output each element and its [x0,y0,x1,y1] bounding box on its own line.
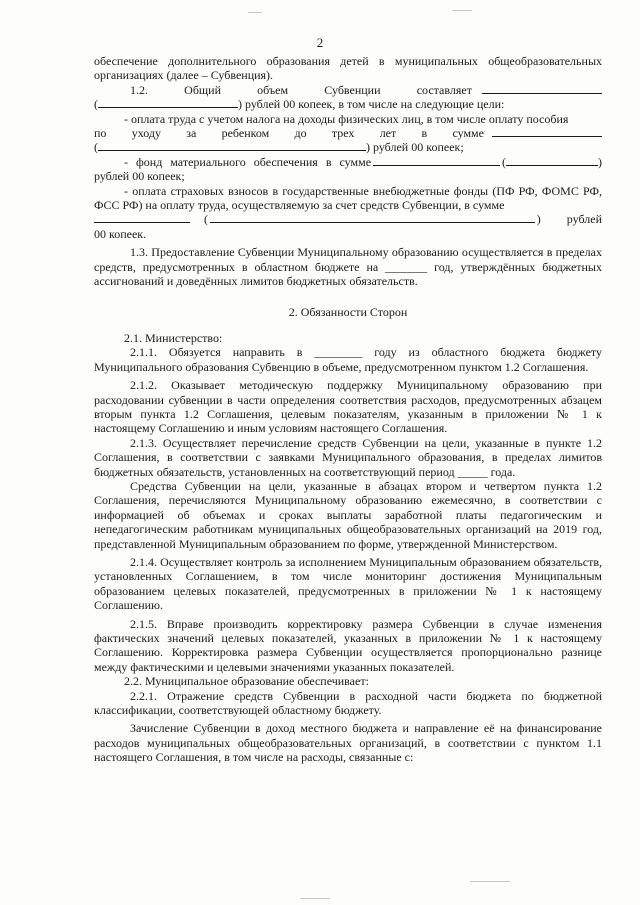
paragraph-crediting: Зачисление Субвенции в доход местного бюджета и направление её на финансирование расходов муниципальных общеобразовательных организаций, в соответствии с пунктом 1.1 настоящего Соглашения, в том числе на расходы, связанные с: [94,721,602,765]
paragraph-2-1-4: 2.1.4. Осуществляет контроль за исполнением Муниципальным образованием обязательств, установленных Соглашением, в том числе мониторинг достижения Муниципальным образованием целевых показателей, предусмотренных в приложении № 1 к настоящему Соглашению. [94,555,602,613]
word: объем [257,82,289,97]
paragraph-1-3: 1.3. Предоставление Субвенции Муниципальному образованию осуществляется в пределах средств, предусмотренных в областном бюджете на _______ год, утверждённых бюджетных ассигнований и доведённых лимитов бюджетных обязательств. [94,245,602,289]
paragraph-salary: - оплата труда с учетом налога на доходы физических лиц, в том числе оплату пособия [124,111,569,126]
blank-field [506,155,598,166]
insurance-amount-text: 00 копеек. [94,226,147,241]
word: 1.2. [130,82,148,97]
paragraph-2-1-2: 2.1.2. Оказывает методическую поддержку Муниципальному образованию при расходовании субвенции в части определения соответствия расходов, предусмотренных абзацем вторым пункта 1.2 Соглашения, целевым показателям, указанным в приложении № 1 к настоящему Соглашению и иным условиям настоящего Соглашения. [94,378,602,436]
blank-field [98,97,238,108]
word: за [186,126,197,141]
word: составляет [416,82,472,97]
word: уходу [131,126,161,141]
paragraph-2-1-1: 2.1.1. Обязуется направить в ________ году из областного бюджета бюджету Муниципального образования Субвенцию в объеме, предусмотренном пунктом 1.2 Соглашения. [94,345,602,374]
word: до [294,126,307,141]
paragraph-2-2: 2.2. Муниципальное образование обеспечивает: [124,674,369,689]
scan-speck [248,12,262,13]
fund-amount-text: рублей 00 копеек; [94,169,185,184]
paragraph-1-2-line1 [94,83,602,97]
paragraph-intro: обеспечение дополнительного образования детей в муниципальных общеобразовательных организациях (далее – Субвенция). [94,54,602,83]
section-title: 2. Обязанности Сторон [288,304,408,319]
page-number: 2 [316,35,324,50]
word: Субвенции [324,82,381,97]
blank-field [210,212,535,223]
unit-text: рублей [566,212,602,227]
paragraph-insurance-line: ( ) рублей [94,212,602,226]
paragraph-2-1-5: 2.1.5. Вправе производить корректировку размера Субвенции в случае изменения фактических значений целевых показателей, указанных в приложении № 1 к настоящему Соглашению. Корректировка размера Субвенции осуществляется пропорционально разнице между фактическими и целевыми значениями указанных показателей. [94,616,602,674]
paragraph-2-1-3: 2.1.3. Осуществляет перечисление средств Субвенции на цели, указанные в пункте 1.2 Соглашения, в соответствии с заявками Муниципального образования, в пределах лимитов бюджетных обязательств, установленных на соответствующий период _____ года. [94,435,602,479]
scan-speck [452,10,472,11]
blank-field [98,140,366,151]
word: ребенком [221,126,270,141]
blank-field [482,83,602,94]
amount-text: ) рублей 00 копеек, в том числе на следующие цели: [238,97,505,112]
blank-field [94,212,190,223]
word: лет [379,126,397,141]
paragraph-2-2-1: 2.2.1. Отражение средств Субвенции в расходной части бюджета по бюджетной классификации, соответствующей областному бюджету. [94,688,602,718]
blank-field [492,126,602,137]
word: Общий [184,82,222,97]
paragraph-fund: - фонд материального обеспечения в сумме ( ) [124,154,602,169]
paragraph-2-1: 2.1. Министерство: [124,330,223,345]
amount-text: ) рублей 00 копеек; [366,140,464,155]
document-body [94,54,602,765]
paragraph-salary-line2 [94,126,602,140]
fund-text: - фонд материального обеспечения в сумме [124,154,372,169]
paragraph-1-2-line2: ( ) рублей 00 копеек, в том числе на следующие цели: [94,97,505,112]
blank-field [373,155,500,166]
word: сумме [452,126,484,141]
paragraph-subvention-transfer: Средства Субвенции на цели, указанные в абзацах втором и четвертом пункта 1.2 Соглашения, перечисляются Муниципальному образованию ежемесячно, в соответствии с информацией об объемах и сроках выплаты заработной платы педагогическим и непедагогическим работникам муниципальных общеобразовательных организаций на 2019 год, представленной Муниципальным образованием по форме, утвержденной Министерством. [94,478,602,551]
word: по [94,126,107,141]
word: в [421,126,428,141]
scan-speck [300,898,330,899]
paragraph-insurance: - оплата страховых взносов в государственные внебюджетные фонды (ПФ РФ, ФОМС РФ, ФСС РФ) на оплату труда, осуществляемую за счет средств Субвенции, в сумме [94,183,602,213]
scan-speck [470,881,510,882]
word: трех [331,126,355,141]
paragraph-salary-line3: ( ) рублей 00 копеек; [94,140,464,155]
